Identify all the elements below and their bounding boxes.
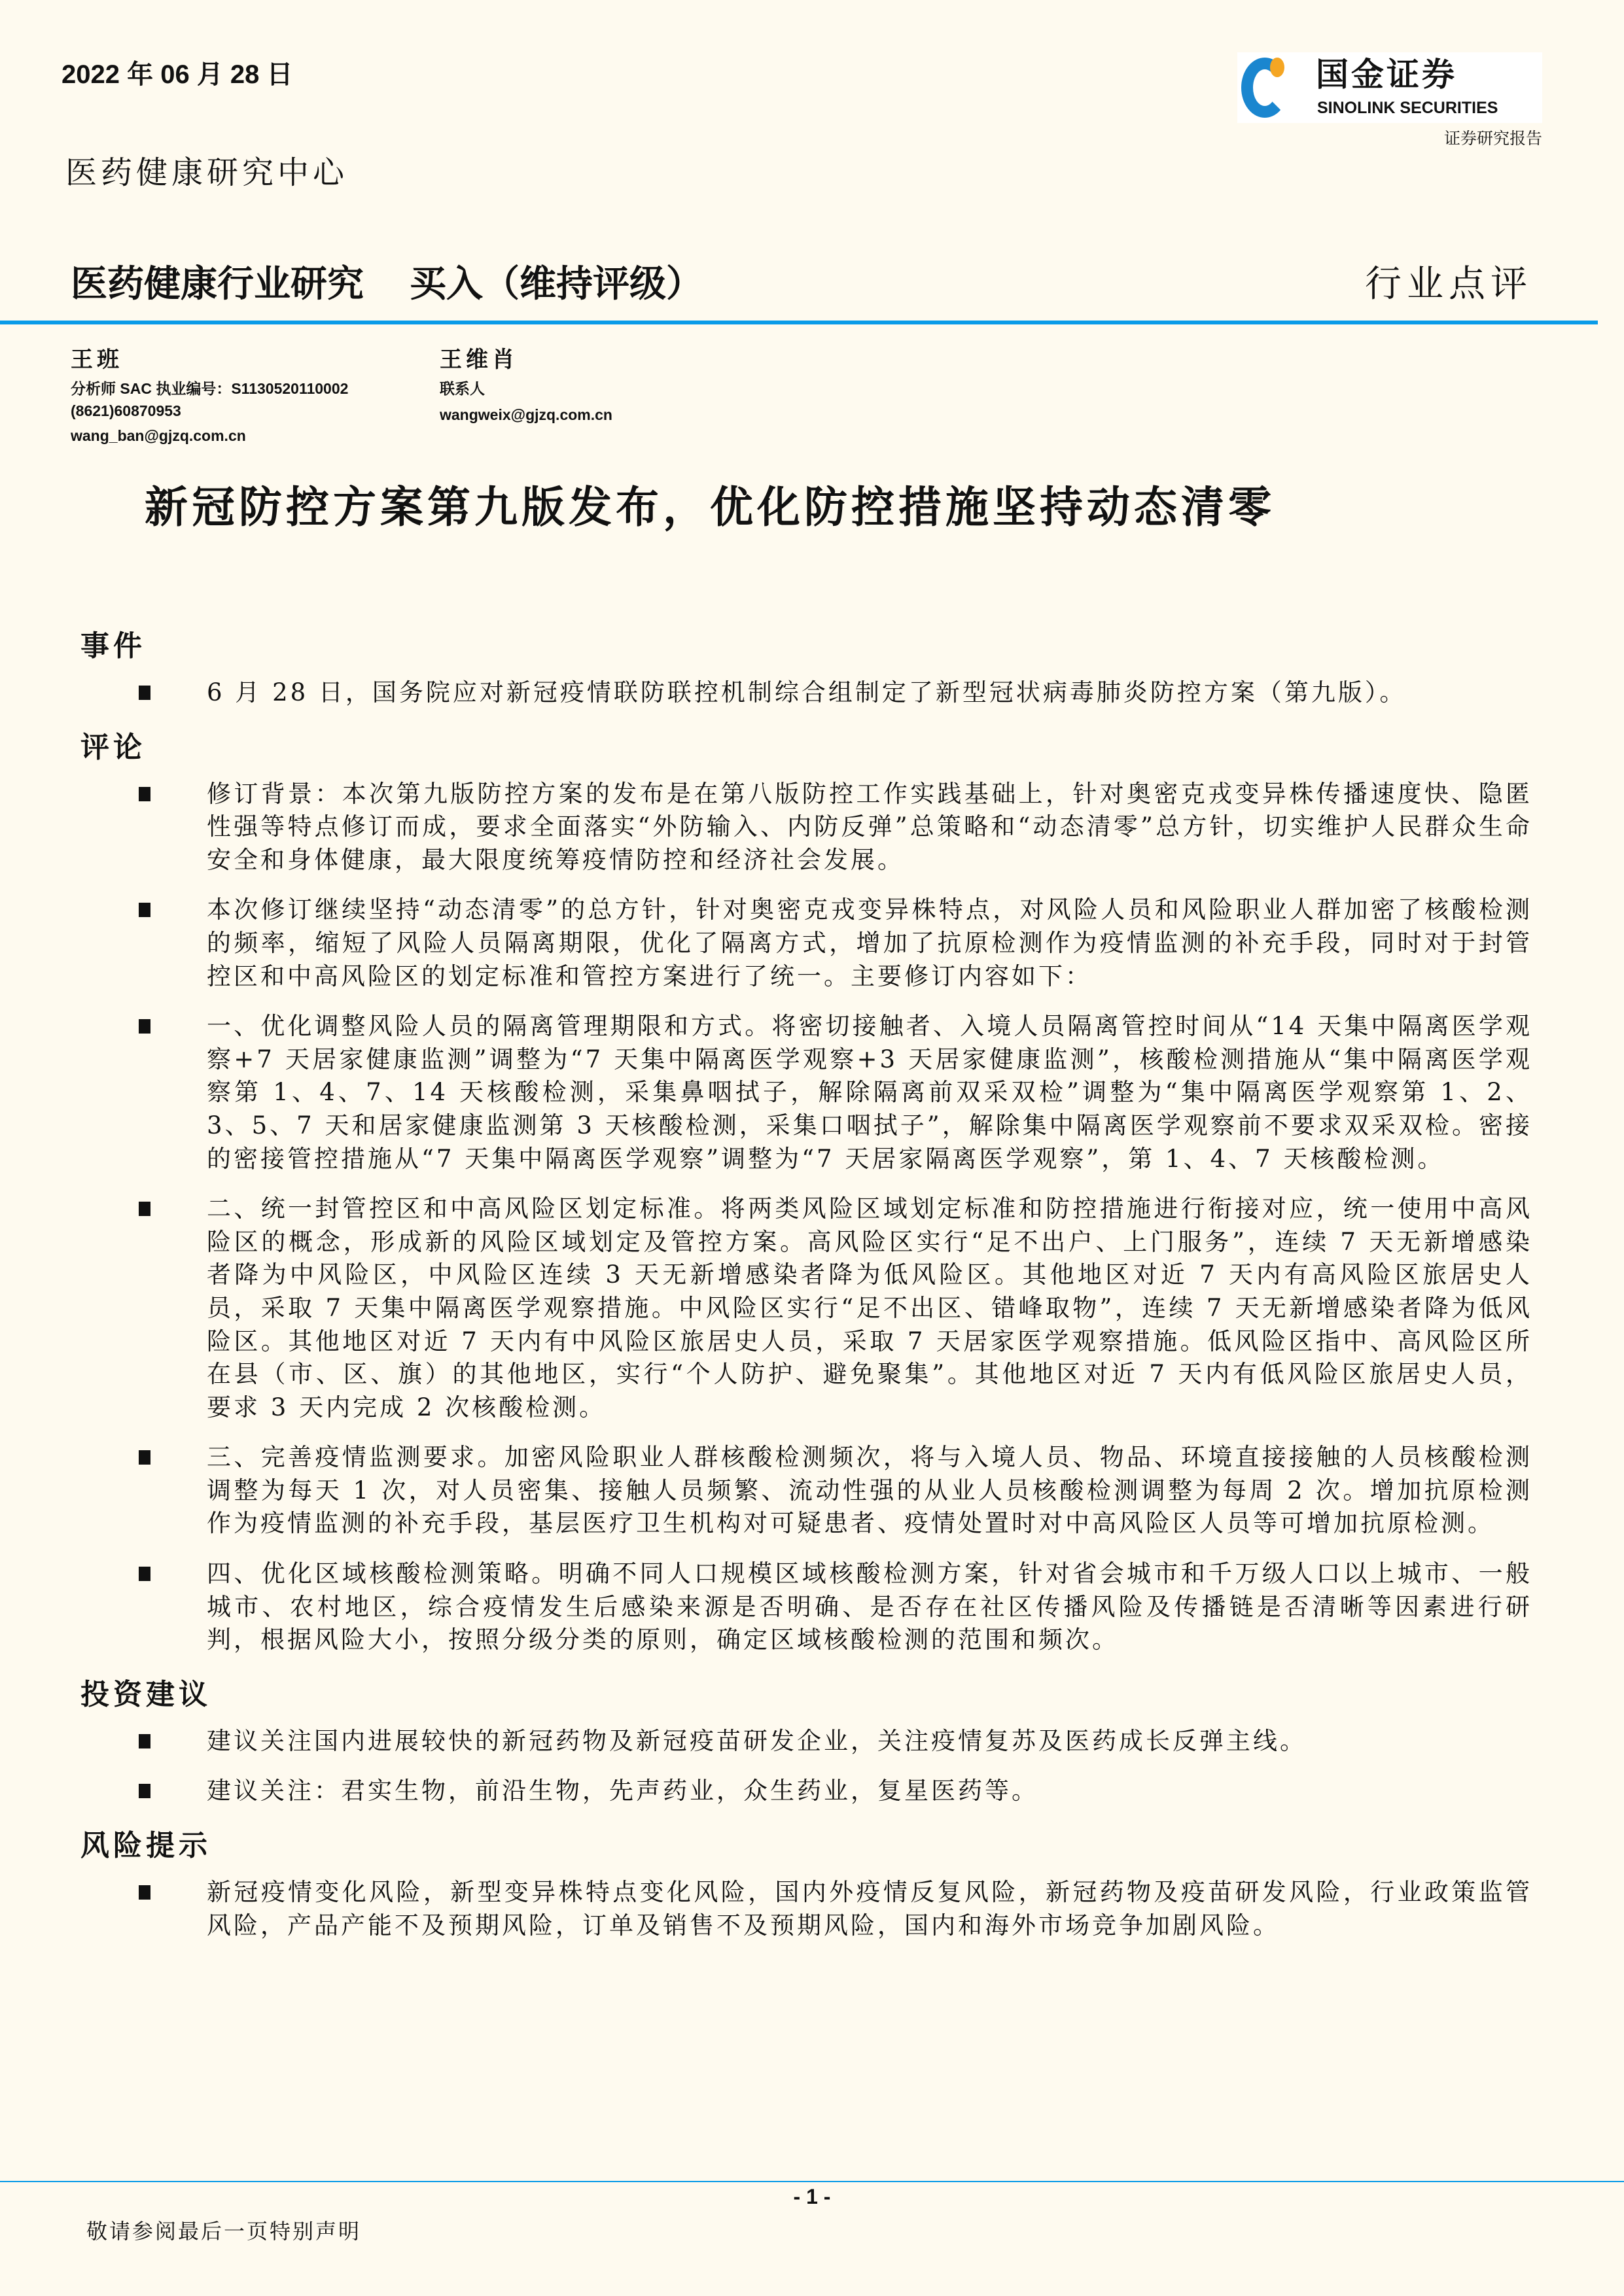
list-item bbox=[80, 1775, 1532, 1808]
page-number: - 1 - bbox=[793, 2185, 831, 2208]
list-item bbox=[80, 778, 1532, 877]
comment-paragraph: 本次修订继续坚持“动态清零”的总方针，针对奥密克戎变异株特点，对风险人员和风险职业人群加密了核酸检测的频率，缩短了风险人员隔离期限，优化了隔离方式，增加了抗原检测作为疫情监测的补充手段，同时对于封管控区和中高风险区的划定标准和管控方案进行了统一。主要修订内容如下： bbox=[207, 896, 1532, 990]
list-item bbox=[80, 1725, 1532, 1758]
comment-paragraph: 四、优化区域核酸检测策略。明确不同人口规模区域核酸检测方案，针对省会城市和千万级人口以上城市、一般城市、农村地区，综合疫情发生后感染来源是否明确、是否存在社区传播风险及传播链是否清晰等因素进行研判，根据风险大小，按照分级分类的原则，确定区域核酸检测的范围和频次。 bbox=[207, 1559, 1532, 1654]
bullet-icon bbox=[139, 1202, 150, 1216]
author-email[interactable]: wangweix@gjzq.com.cn bbox=[440, 406, 612, 423]
list-item bbox=[80, 1876, 1532, 1942]
list-item bbox=[80, 1010, 1532, 1175]
bullet-icon bbox=[139, 787, 150, 801]
author-wang-ban bbox=[71, 341, 348, 447]
bullet-icon bbox=[139, 1734, 150, 1748]
industry-name: 医药健康行业研究 bbox=[71, 263, 364, 305]
header-divider bbox=[0, 321, 1598, 324]
report-type: 行业点评 bbox=[1365, 263, 1532, 305]
report-date: 2022 年 06 月 28 日 bbox=[62, 60, 293, 89]
risk-paragraph: 新冠疫情变化风险，新型变异株特点变化风险，国内外疫情反复风险，新冠药物及疫苗研发风险，行业政策监管风险，产品产能不及预期风险，订单及销售不及预期风险，国内和海外市场竞争加剧风险。 bbox=[207, 1878, 1532, 1939]
bullet-icon bbox=[139, 1567, 150, 1581]
bullet-icon bbox=[139, 1019, 150, 1034]
report-body bbox=[80, 621, 1532, 1959]
industry-headline bbox=[71, 255, 703, 307]
disclaimer-note: 敬请参阅最后一页特别声明 bbox=[86, 2219, 362, 2244]
research-center: 医药健康研究中心 bbox=[65, 154, 349, 191]
company-logo bbox=[1237, 52, 1542, 123]
author-name: 王维肖 bbox=[440, 347, 518, 373]
bullet-icon bbox=[139, 1885, 150, 1900]
list-item bbox=[80, 1557, 1532, 1657]
comment-paragraph: 一、优化调整风险人员的隔离管理期限和方式。将密切接触者、入境人员隔离管控时间从“14 天集中隔离医学观察+7 天居家健康监测”调整为“7 天集中隔离医学观察+3 天居家健康监测”，核酸检测措施从“集中隔离医学观察第 1、4、7、14 天核酸检测，采集鼻咽拭子，解除隔离前双采双检”调整为“集中隔离医学观察第 1、2、3、5、7 天和居家健康监测第 3 天核酸检测，采集口咽拭子”，解除集中隔离医学观察前不要求双采双检。密接的密接管控措施从“7 天集中隔离医学观察”调整为“7 天居家隔离医学观察”，第 1、4、7 天核酸检测。 bbox=[207, 1012, 1532, 1173]
section-heading-comment: 评论 bbox=[80, 730, 146, 764]
logo-en-text: SINOLINK SECURITIES bbox=[1317, 99, 1498, 117]
list-item bbox=[80, 894, 1532, 993]
comment-paragraph: 三、完善疫情监测要求。加密风险职业人群核酸检测频次，将与入境人员、物品、环境直接接触的人员核酸检测调整为每天 1 次，对人员密集、接触人员频繁、流动性强的从业人员核酸检测调整为每周 2 次。增加抗原检测作为疫情监测的补充手段，基层医疗卫生机构对可疑患者、疫情处置时对中高风险区人员等可增加抗原检测。 bbox=[207, 1443, 1532, 1538]
report-category: 证券研究报告 bbox=[1443, 129, 1542, 148]
comment-paragraph: 修订背景：本次第九版防控方案的发布是在第八版防控工作实践基础上，针对奥密克戎变异株传播速度快、隐匿性强等特点修订而成，要求全面落实“外防输入、内防反弹”总策略和“动态清零”总方针，切实维护人民群众生命安全和身体健康，最大限度统筹疫情防控和经济社会发展。 bbox=[207, 779, 1532, 874]
bullet-icon bbox=[139, 1450, 150, 1465]
rating: 买入（维持评级） bbox=[410, 263, 703, 305]
author-phone: (8621)60870953 bbox=[71, 402, 181, 419]
author-name: 王班 bbox=[71, 347, 123, 373]
author-email[interactable]: wang_ban@gjzq.com.cn bbox=[71, 427, 246, 444]
section-heading-event: 事件 bbox=[80, 629, 146, 663]
logo-cn-text: 国金证券 bbox=[1316, 56, 1457, 94]
section-heading-risk: 风险提示 bbox=[80, 1829, 211, 1863]
author-role: 联系人 bbox=[440, 380, 485, 397]
bullet-icon bbox=[139, 686, 150, 700]
report-title: 新冠防控方案第九版发布，优化防控措施坚持动态清零 bbox=[145, 481, 1275, 532]
footer-divider bbox=[0, 2181, 1624, 2182]
list-item bbox=[80, 676, 1532, 710]
bullet-icon bbox=[139, 1784, 150, 1798]
list-item bbox=[80, 1441, 1532, 1540]
comment-paragraph: 二、统一封管控区和中高风险区划定标准。将两类风险区域划定标准和防控措施进行衔接对应，统一使用中高风险区的概念，形成新的风险区域划定及管控方案。高风险区实行“足不出户、上门服务”，连续 7 天无新增感染者降为中风险区，中风险区连续 3 天无新增感染者降为低风险区。其他地区对近 7 天内有高风险区旅居史人员，采取 7 天集中隔离医学观察措施。中风险区实行“足不出区、错峰取物”，连续 7 天无新增感染者降为低风险区。其他地区对近 7 天内有中风险区旅居史人员，采取 7 天居家医学观察措施。低风险区指中、高风险区所在县（市、区、旗）的其他地区，实行“个人防护、避免聚集”。其他地区对近 7 天内有低风险区旅居史人员，要求 3 天内完成 2 次核酸检测。 bbox=[207, 1194, 1532, 1421]
event-paragraph: 6 月 28 日，国务院应对新冠疫情联防联控机制综合组制定了新型冠状病毒肺炎防控方案（第九版）。 bbox=[207, 678, 1407, 706]
author-wang-weixiao bbox=[440, 341, 612, 426]
bullet-icon bbox=[139, 903, 150, 917]
invest-paragraph: 建议关注：君实生物，前沿生物，先声药业，众生药业，复星医药等。 bbox=[207, 1777, 1038, 1805]
logo-dot-icon bbox=[1270, 58, 1284, 77]
author-sac: 分析师 SAC 执业编号：S1130520110002 bbox=[71, 380, 349, 397]
section-heading-invest: 投资建议 bbox=[80, 1677, 211, 1711]
list-item bbox=[80, 1192, 1532, 1424]
invest-paragraph: 建议关注国内进展较快的新冠药物及新冠疫苗研发企业，关注疫情复苏及医药成长反弹主线。 bbox=[207, 1726, 1307, 1755]
